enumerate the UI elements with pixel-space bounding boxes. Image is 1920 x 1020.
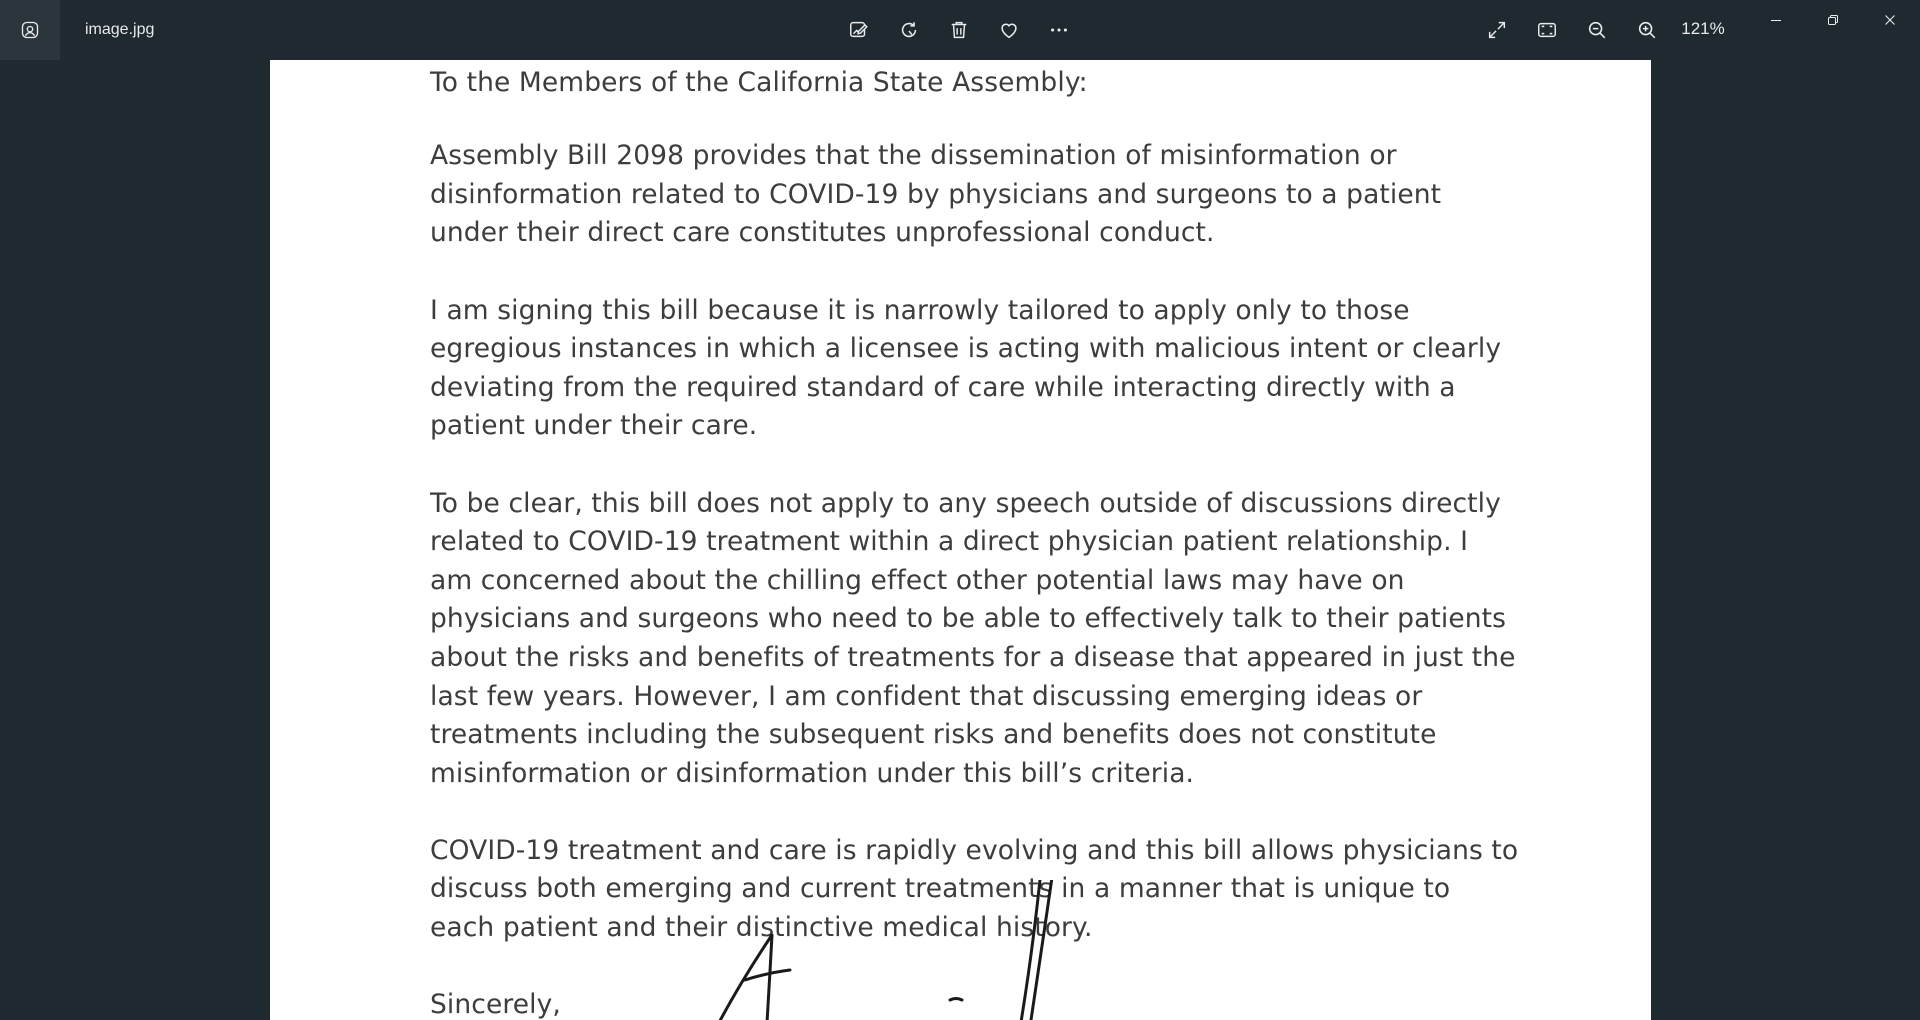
favorite-button[interactable]	[989, 10, 1029, 50]
fullscreen-button[interactable]	[1477, 10, 1517, 50]
zoom-in-button[interactable]	[1627, 10, 1667, 50]
restore-icon	[1826, 13, 1840, 27]
edit-image-icon	[848, 19, 870, 41]
delete-button[interactable]	[939, 10, 979, 50]
letter-body	[430, 60, 1540, 1020]
text-line: misinformation or disinformation under this bill’s criteria.	[430, 757, 1195, 789]
text-line: under their direct care constitutes unprofessional conduct.	[430, 217, 1215, 249]
delete-icon	[948, 19, 970, 41]
photos-app-icon[interactable]	[0, 0, 60, 60]
text-line: physicians and surgeons who need to be able to effectively talk to their patients	[430, 603, 1507, 635]
text-line: am concerned about the chilling effect other potential laws may have on	[430, 564, 1405, 596]
zoom-out-icon	[1586, 19, 1608, 41]
salutation: To the Members of the California State Assembly:	[430, 67, 1088, 98]
text-line: Assembly Bill 2098 provides that the dissemination of misinformation or	[430, 140, 1397, 172]
text-line: last few years. However, I am confident that discussing emerging ideas or	[430, 680, 1423, 712]
minimize-icon	[1769, 13, 1783, 27]
zoom-out-button[interactable]	[1577, 10, 1617, 50]
fullscreen-icon	[1486, 19, 1508, 41]
image-canvas[interactable]	[0, 60, 1920, 1020]
rotate-button[interactable]	[889, 10, 929, 50]
minimize-button[interactable]	[1748, 0, 1804, 40]
rotate-icon	[898, 19, 920, 41]
restore-button[interactable]	[1805, 0, 1861, 40]
text-line: treatments including the subsequent risks and benefits does not constitute	[430, 719, 1437, 751]
text-line: COVID-19 treatment and care is rapidly evolving and this bill allows physicians to	[430, 834, 1519, 866]
paragraph-2	[430, 292, 1540, 446]
zoom-level[interactable]: 121%	[1681, 19, 1725, 38]
paragraph-1	[430, 137, 1540, 253]
text-line: about the risks and benefits of treatments for a disease that appeared in just the	[430, 641, 1516, 673]
more-options-icon	[1048, 19, 1070, 41]
text-line: deviating from the required standard of care while interacting directly with a	[430, 371, 1456, 403]
title-bar	[0, 0, 1920, 60]
heart-icon	[998, 19, 1020, 41]
file-name: image.jpg	[85, 21, 155, 38]
text-line: To be clear, this bill does not apply to any speech outside of discussions directly	[430, 487, 1501, 519]
text-line: related to COVID-19 treatment within a direct physician patient relationship. I	[430, 526, 1469, 558]
handwritten-signature	[700, 880, 1100, 1020]
close-button[interactable]	[1862, 0, 1918, 40]
fit-to-window-button[interactable]	[1527, 10, 1567, 50]
text-line: each patient and their distinctive medical history.	[430, 912, 1093, 944]
text-line: patient under their care.	[430, 410, 758, 442]
text-line: disinformation related to COVID-19 by physicians and surgeons to a patient	[430, 178, 1442, 210]
closing: Sincerely,	[430, 989, 561, 1020]
paragraph-3	[430, 485, 1540, 794]
text-line: I am signing this bill because it is narrowly tailored to apply only to those	[430, 294, 1410, 326]
fit-to-window-icon	[1536, 19, 1558, 41]
edit-image-button[interactable]	[839, 10, 879, 50]
document-image	[270, 60, 1651, 1020]
text-line: discuss both emerging and current treatments in a manner that is unique to	[430, 873, 1451, 905]
close-icon	[1883, 13, 1897, 27]
zoom-in-icon	[1636, 19, 1658, 41]
more-options-button[interactable]	[1039, 10, 1079, 50]
text-line: egregious instances in which a licensee is acting with malicious intent or clearly	[430, 333, 1502, 365]
